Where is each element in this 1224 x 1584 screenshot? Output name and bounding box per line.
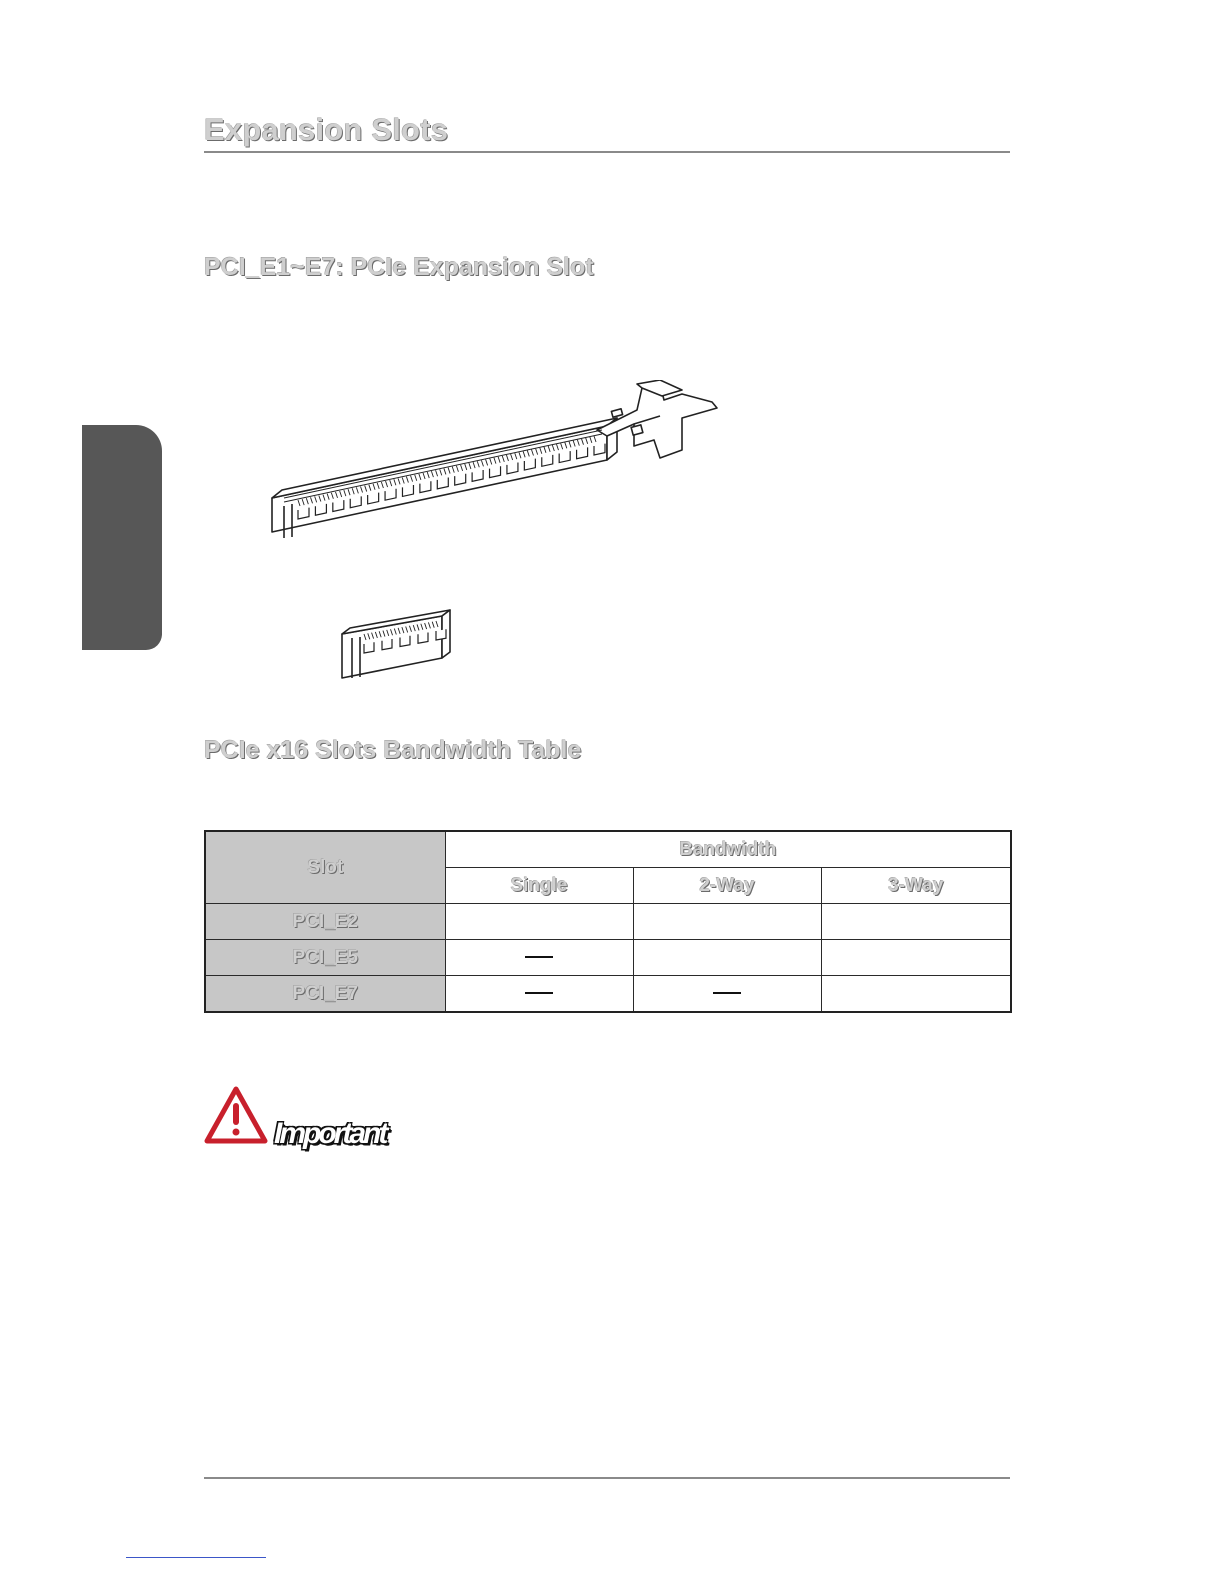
section-heading-bandwidth-table: PCIe x16 Slots Bandwidth Table [204,736,582,764]
slot-pin [418,632,428,643]
section-heading-pcie-slot: PCI_E1~E7: PCIe Expansion Slot [204,253,594,281]
single-cell [445,940,633,976]
three-way-cell [821,940,1011,976]
single-cell [445,904,633,940]
cell-value [713,992,741,994]
warning-triangle-icon [203,1085,269,1147]
bottom-link-underline [126,1557,266,1558]
page-title: Expansion Slots [204,112,449,147]
slot-name-cell: PCI_E2 [205,904,445,940]
chapter-side-tab [82,425,162,650]
two-way-cell [633,976,821,1013]
three-way-column-header: 3-Way [821,868,1011,904]
title-divider [204,151,1010,153]
slot-name-cell: PCI_E5 [205,940,445,976]
pcie-x16-slot-illustration [262,380,722,550]
three-way-cell [821,976,1011,1013]
table-header-row [205,831,1011,868]
table-row [205,904,1011,940]
table-row [205,976,1011,1013]
single-column-header: Single [445,868,633,904]
slot-pin [382,639,392,650]
slot-pin [400,636,410,647]
cell-value [525,992,553,994]
slot-name-cell: PCI_E7 [205,976,445,1013]
two-way-cell [633,904,821,940]
slot-pin [436,629,446,640]
slot-pin [364,642,374,653]
footer-divider [204,1477,1010,1479]
bandwidth-column-header: Bandwidth [445,831,1011,868]
important-label: Important [274,1117,386,1150]
bandwidth-table [204,830,1012,1013]
single-cell [445,976,633,1013]
pcie-x1-slot-illustration [336,604,456,684]
table-row [205,940,1011,976]
slot-column-header: Slot [205,831,445,904]
three-way-cell [821,904,1011,940]
cell-value [525,956,553,958]
two-way-column-header: 2-Way [633,868,821,904]
two-way-cell [633,940,821,976]
